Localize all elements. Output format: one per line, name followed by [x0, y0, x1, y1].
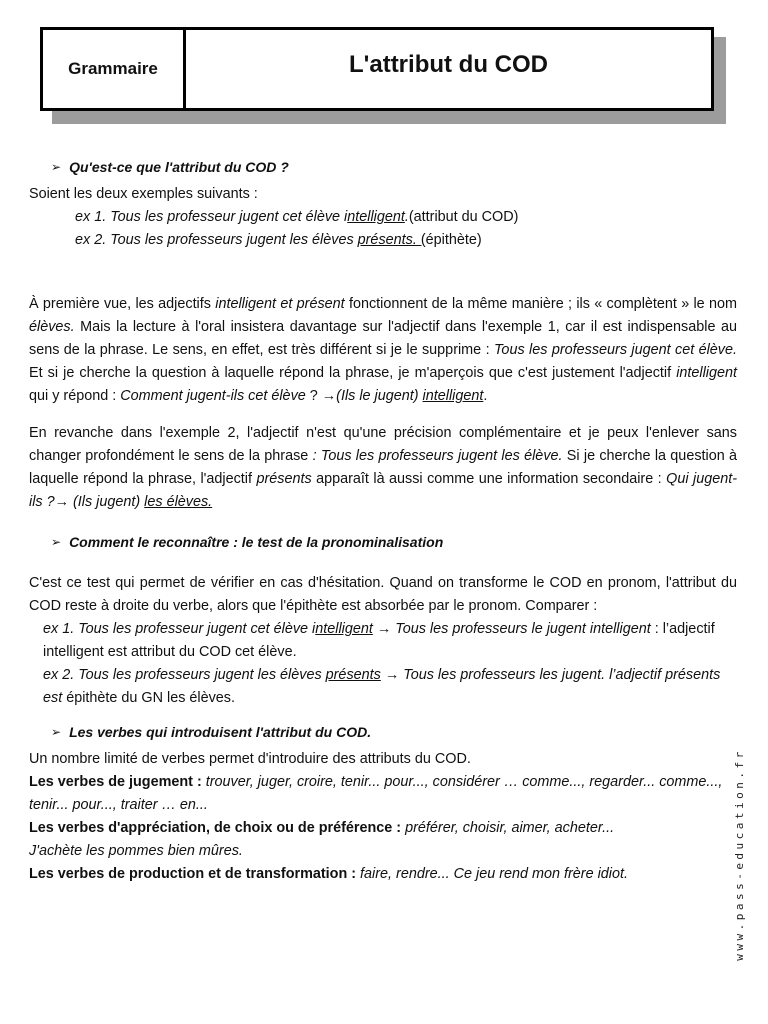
underlined-word: présents.	[357, 232, 421, 248]
verb-group: Les verbes d'appréciation, de choix ou de préférence : préférer, choisir, aimer, acheter...	[29, 820, 615, 836]
paragraph: En revanche dans l'exemple 2, l'adjectif n'est qu'une précision complémentaire et je peux l'enlever sans changer profondément le sens de la phrase : Tous les professeurs jugent les élève. Si je cherche la question à laquelle répond la phrase, l'adjectif présents apparaît là aussi comme une information secondaire : Qui jugent-ils ?→ (Ils jugent) les élèves.	[29, 425, 737, 510]
example-line: ex 1. Tous les professeur jugent cet élève intelligent → Tous les professeurs le jugent intelligent : l’adjectif intelligent est attribut du COD cet élève.	[43, 621, 715, 660]
category-label: Grammaire	[43, 30, 186, 108]
section-heading-text: Qu'est-ce que l'attribut du COD ?	[69, 159, 289, 175]
arrowhead-bullet-icon: ➢	[51, 725, 62, 739]
annotation: épithète)	[425, 232, 482, 248]
section-heading-text: Les verbes qui introduisent l'attribut du COD.	[69, 724, 372, 740]
section-heading	[51, 534, 737, 550]
example-text: ex 2. Tous les professeurs jugent les élèves	[75, 232, 358, 248]
content	[29, 159, 737, 886]
paragraph: À première vue, les adjectifs intelligent et présent fonctionnent de la même manière ; ils « complètent » le nom élèves. Mais la lecture à l'oral insistera davantage sur l'adjectif dans l'exemple 1, car il est indispensable au sens de la phrase. Le sens, en effet, est très différent si je le supprime : Tous les professeurs jugent cet élève. Et si je cherche la question à laquelle répond la phrase, je m'aperçois que c'est justement l'adjectif intelligent qui y répond : Comment jugent-ils cet élève ? →(Ils le jugent) intelligent.	[29, 296, 737, 404]
intro-text: Un nombre limité de verbes permet d'introduire des attributs du COD.	[29, 751, 471, 767]
underlined-word: ntelligent	[347, 209, 405, 225]
verb-example: J'achète les pommes bien mûres.	[29, 843, 243, 859]
example-line: ex 2. Tous les professeurs jugent les élèves présents → Tous les professeurs les jugent. l’adjectif présents est épithète du GN les élèves.	[43, 667, 721, 706]
example-text: .	[404, 209, 409, 225]
arrowhead-bullet-icon: ➢	[51, 535, 62, 549]
section-heading	[51, 724, 737, 740]
example-line	[29, 229, 737, 252]
section-heading	[51, 159, 737, 175]
verb-group: Les verbes de production et de transformation : faire, rendre... Ce jeu rend mon frère idiot.	[29, 866, 629, 882]
annotation: (	[420, 232, 426, 248]
arrowhead-bullet-icon: ➢	[51, 160, 62, 174]
paragraph: C'est ce test qui permet de vérifier en cas d'hésitation. Quand on transforme le COD en pronom, l'attribut du COD reste à droite du verbe, alors que l'épithète est absorbée par le pronom. Comparer :	[29, 575, 737, 614]
verb-group: Les verbes de jugement : trouver, juger, croire, tenir... pour..., considérer … comme..., regarder... comme..., tenir... pour..., traiter … en...	[29, 774, 723, 813]
page-title: L'attribut du COD	[348, 51, 548, 78]
watermark-text: www.pass-education.fr	[732, 747, 746, 961]
example-line	[29, 206, 737, 229]
watermark	[729, 747, 749, 961]
annotation: (attribut du COD)	[408, 209, 519, 225]
section-heading-text: Comment le reconnaître : le test de la pronominalisation	[69, 534, 444, 550]
intro-text: Soient les deux exemples suivants :	[29, 186, 258, 202]
header-box	[40, 27, 714, 111]
example-text: ex 1. Tous les professeur jugent cet élève i	[75, 209, 348, 225]
